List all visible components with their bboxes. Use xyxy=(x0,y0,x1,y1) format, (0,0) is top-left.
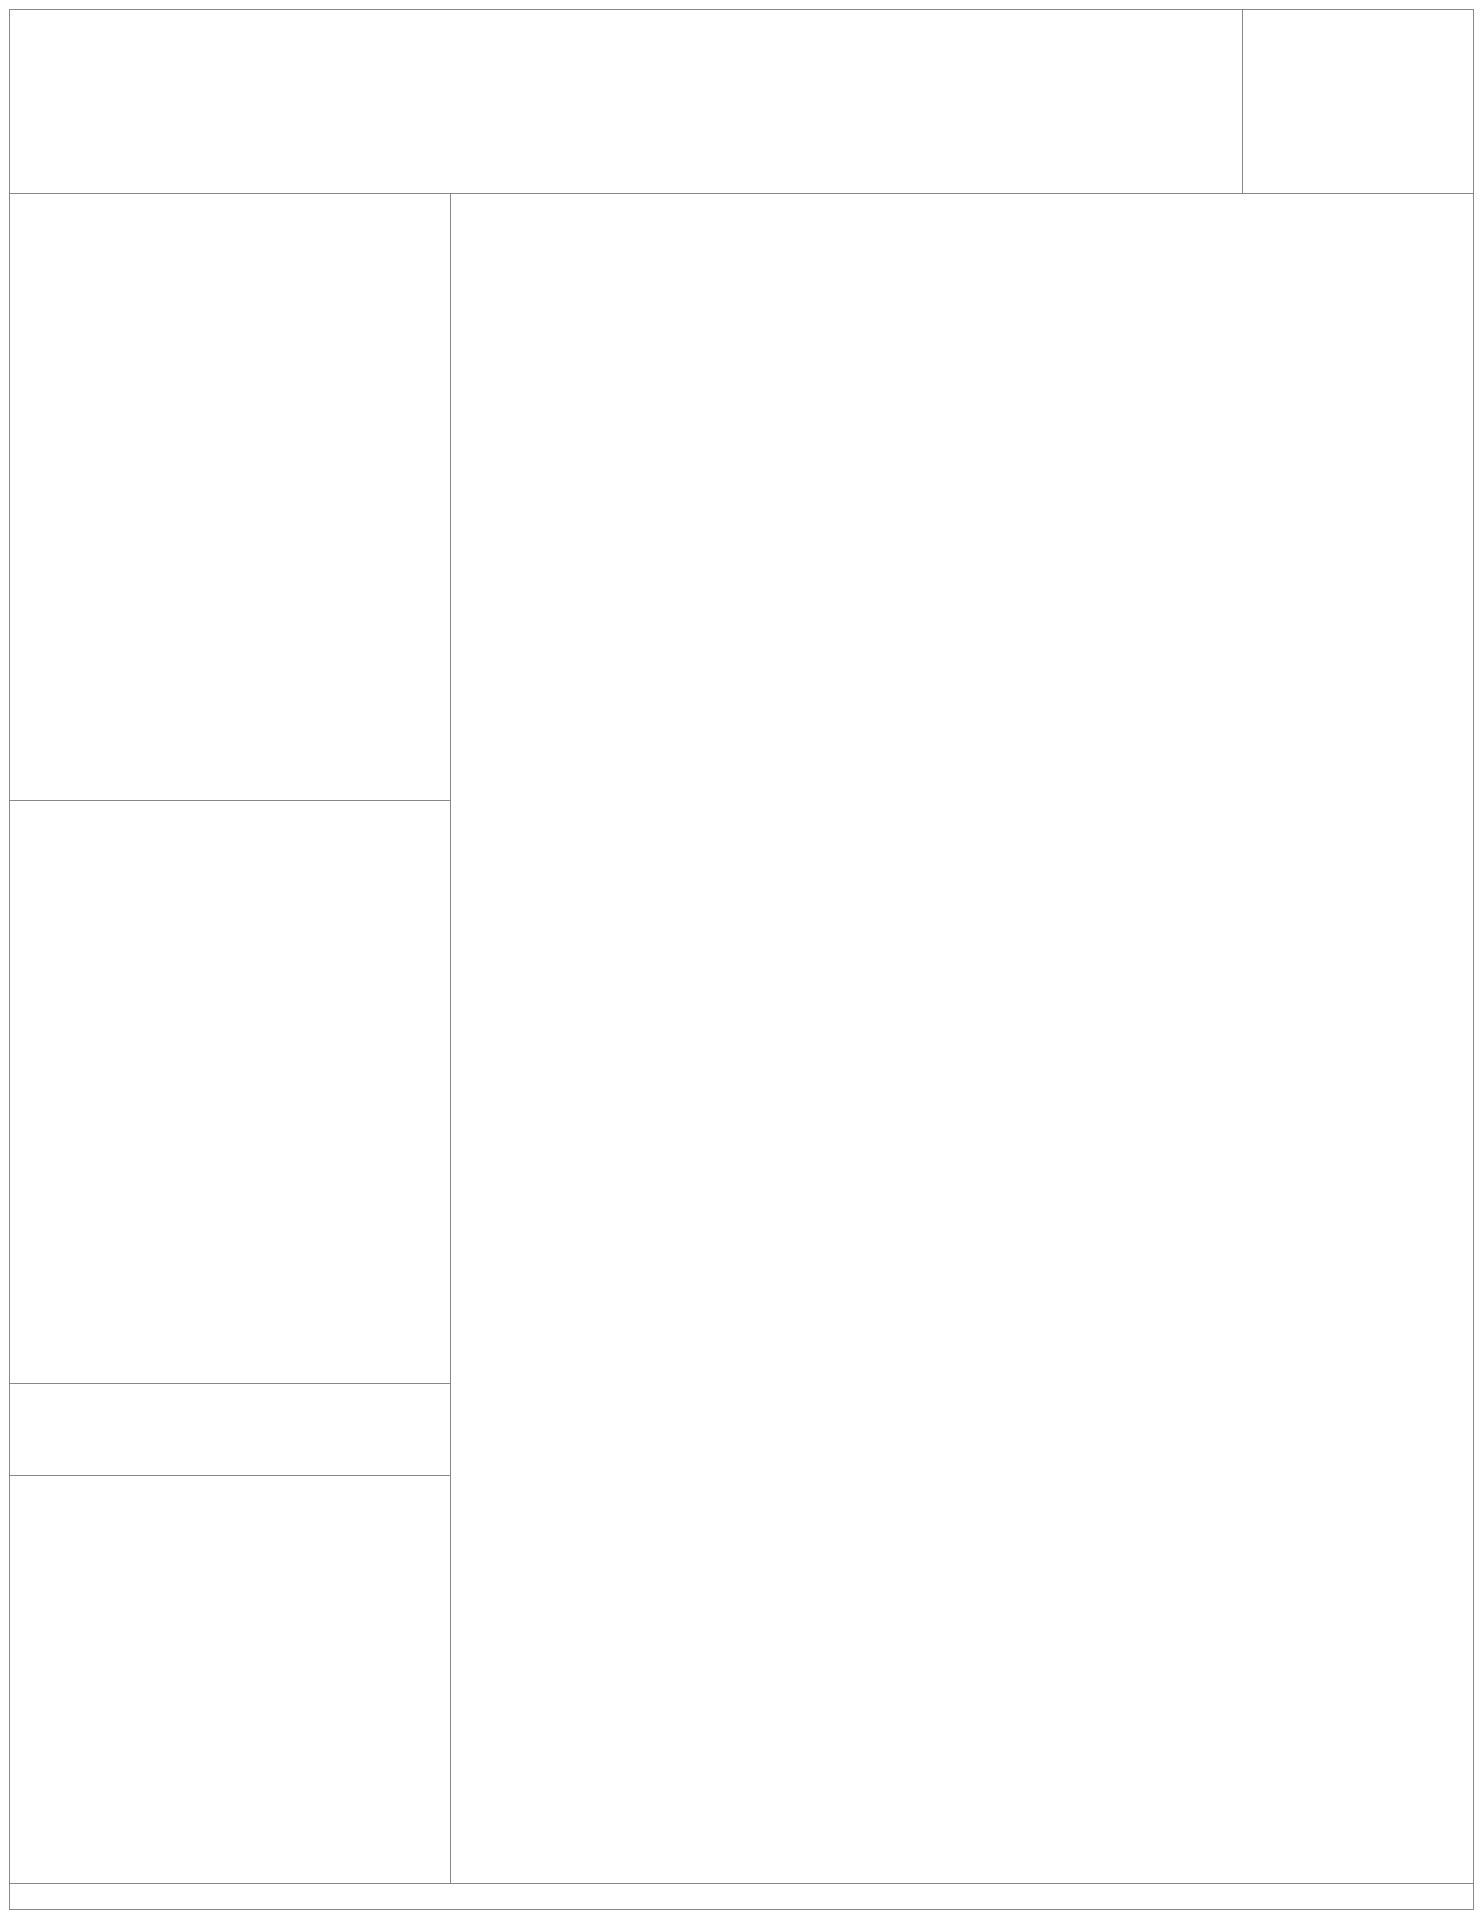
worksheet-header xyxy=(10,10,1473,194)
worksheet-frame xyxy=(9,9,1474,1910)
worksheet-footer xyxy=(10,1883,1473,1910)
stop-sequence xyxy=(10,800,450,1384)
summary-panel xyxy=(1242,10,1474,193)
design-properties xyxy=(10,193,450,801)
left-column xyxy=(10,193,451,1475)
machine-runtime xyxy=(10,1383,450,1476)
left-column-blank xyxy=(10,1475,451,1883)
